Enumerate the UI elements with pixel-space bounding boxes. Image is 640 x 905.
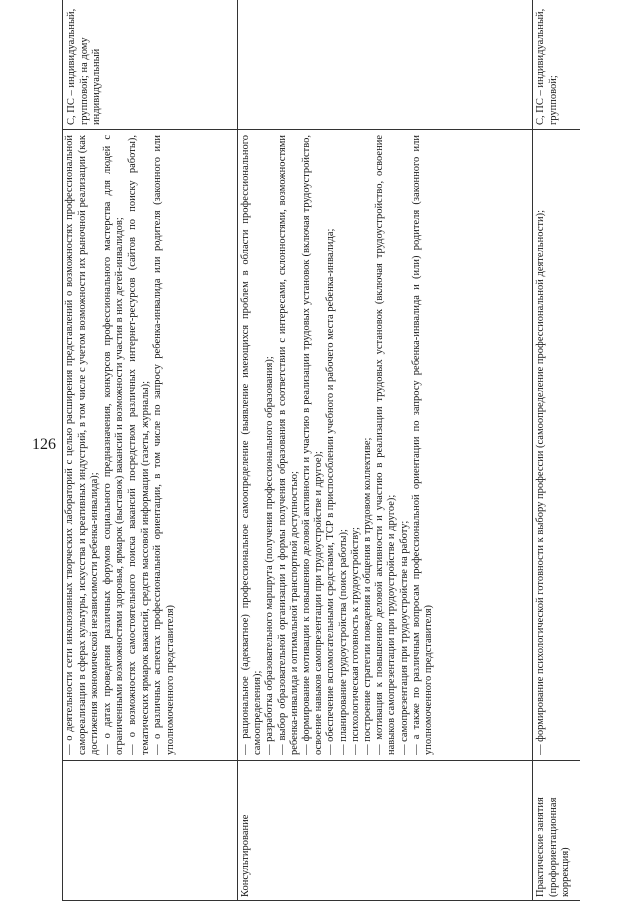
row1-item: — о деятельности сети инклюзивных творческих лабораторий с целью расширения представлений о возможностях профессиональной самореализации в сферах культуры, искусства и креативных индустрий, в том числе с учетом возможности их рыночной реализации (как достижения экономической независимости ребенка-инвалида);	[64, 135, 101, 755]
row1-description	[64, 135, 236, 755]
row2-item: — выбор образовательной организации и формы получения образования в соответствии с интересами, склонностями, возможностями ребенка-инвалида и оптимальной транспортной доступностью;	[276, 135, 300, 755]
row-divider-top	[62, 0, 63, 901]
row1-item: — о датах проведения различных форумов социального предназначения, конкурсов профессионального мастерства для людей с ограниченными возможностями здоровья, ярмарок (выставок) вакансий и возможности участия в них детей-инвалидов;	[101, 135, 126, 755]
row1-activity	[64, 765, 234, 897]
row2-item: — рациональное (адекватное) профессиональное самоопределение (выявление имеющихся проблем в области профессионального самоопределения);	[240, 135, 264, 755]
row2-item: — самопрезентация при трудоустройстве на работу;	[398, 520, 410, 755]
row2-format	[240, 1, 300, 125]
table-border-left	[62, 900, 580, 901]
row3-activity: Практические занятия (профориентационная коррекция)	[535, 797, 572, 897]
row3-description	[535, 135, 579, 755]
row2-item: — планирование трудоустройства (поиск работы);	[337, 529, 349, 755]
row1-format: С, ПС – индивидуальный, групповой; на дому индивидуальный	[66, 8, 103, 125]
row2-item: — мотивация к повышению деловой активности и участию в реализации трудовых установок (включая трудоустройство, освоение навыков самопрезентации при трудоустройстве и другое);	[374, 135, 398, 755]
row-divider-2	[532, 0, 533, 901]
row2-item: — формирование мотивации к повышению деловой активности и участию в реализации трудовых установок (включая трудоустройство, освоение навыков самопрезентации при трудоустройстве и другое);	[301, 135, 325, 755]
row3-item: — формирование психологической готовности к выбору профессии (самоопределение профессиональной деятельности);	[535, 209, 546, 755]
row2-item: — обеспечение вспомогательными средствами, ТСР в приспособлении учебного и рабочего места ребенка-инвалида;	[325, 228, 337, 755]
services-table	[62, 0, 580, 901]
row-divider-1	[237, 0, 238, 901]
row1-item: — о различных аспектах профессиональной ориентации, в том числе по запросу ребенка-инвалида или родителя (законного или уполномоченного представителя)	[152, 135, 176, 755]
row3-format: С, ПС – индивидуальный, групповой;	[535, 8, 559, 125]
page-number: 126	[32, 436, 56, 453]
row2-item: — психологическая готовность к трудоустройству;	[349, 527, 361, 755]
row2-description	[240, 135, 531, 755]
row1-item: — о возможностях самостоятельного поиска вакансий посредством различных интернет-ресурсов (сайтов по поиску работы), тематических ярмарок вакансий, средств массовой информации (газеты, журналы);	[126, 135, 151, 755]
row2-item: — построение стратегии поведения и общения в трудовом коллективе;	[362, 437, 374, 755]
row2-activity: Консультирование	[240, 814, 251, 897]
rotated-page	[62, 0, 580, 901]
table-divider-1	[62, 760, 580, 761]
row2-item: — разработка образовательного маршрута (получения профессионального образования);	[264, 356, 276, 755]
row2-item: — а также по различным вопросам профессиональной ориентации по запросу ребенка-инвалида и (или) родителя (законного или уполномоченного представителя)	[410, 135, 435, 755]
table-divider-2	[62, 129, 580, 130]
